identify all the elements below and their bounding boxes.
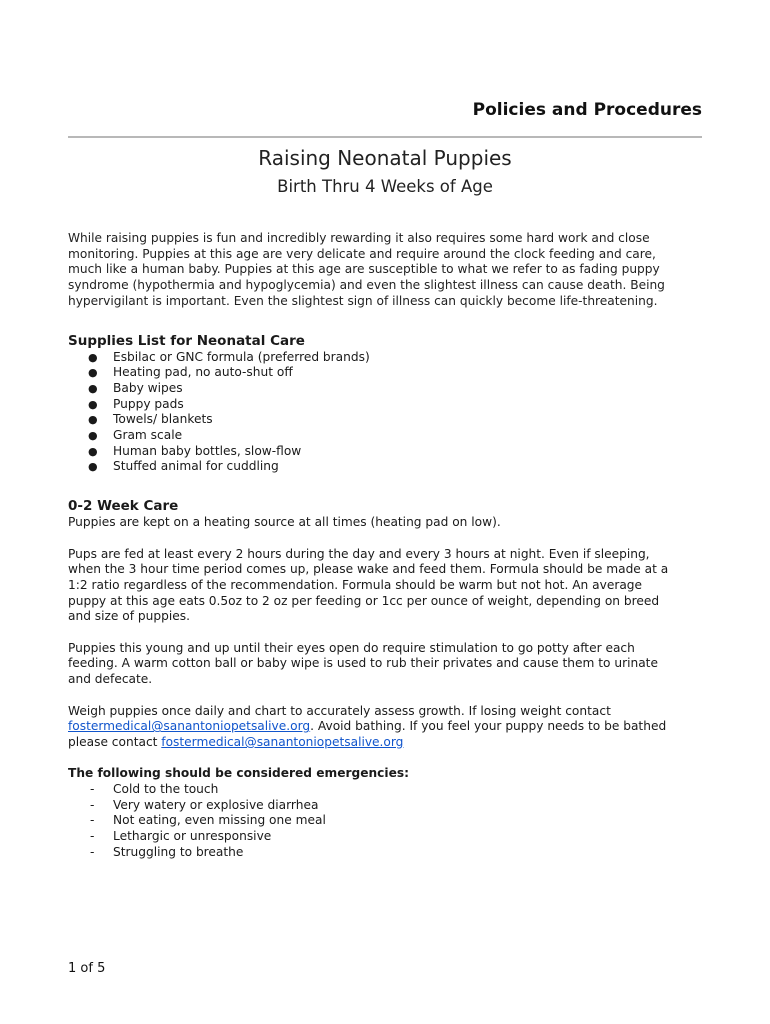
- emergencies-heading: The following should be considered emergencies:: [68, 766, 409, 781]
- supplies-heading: Supplies List for Neonatal Care: [68, 332, 305, 349]
- dash-icon: -: [90, 797, 95, 812]
- list-item: [68, 381, 708, 397]
- list-item: [68, 829, 708, 845]
- intro-line: monitoring. Puppies at this age are very delicate and require around the clock feeding and care,: [68, 246, 656, 261]
- bullet-icon: ●: [88, 350, 98, 364]
- paragraph-gap: [68, 531, 708, 547]
- stimulation-line: feeding. A warm cotton ball or baby wipe is used to rub their privates and cause them to urinate: [68, 656, 658, 671]
- dash-icon: -: [90, 813, 95, 828]
- weigh-line: . Avoid bathing. If you feel your puppy needs to be bathed: [310, 719, 667, 734]
- document-body: [68, 231, 708, 861]
- emergencies-list: [68, 782, 708, 861]
- intro-line: much like a human baby. Puppies at this age are susceptible to what we refer to as fading puppy: [68, 262, 660, 277]
- list-item: [68, 798, 708, 814]
- dash-icon: -: [90, 844, 95, 859]
- list-item-text: Towels/ blankets: [113, 412, 213, 427]
- stimulation-line: Puppies this young and up until their eyes open do require stimulation to go potty after each: [68, 640, 635, 655]
- weigh-line: please contact: [68, 734, 162, 749]
- list-item-text: Human baby bottles, slow-flow: [113, 443, 302, 458]
- feeding-paragraph: [68, 547, 708, 626]
- weigh-line: Weigh puppies once daily and chart to accurately assess growth. If losing weight contact: [68, 703, 611, 718]
- feeding-line: 1:2 ratio regardless of the recommendation. Formula should be warm but not hot. An average: [68, 577, 643, 592]
- list-item-text: Heating pad, no auto-shut off: [113, 365, 293, 380]
- bullet-icon: ●: [88, 444, 98, 458]
- feeding-line: Pups are fed at least every 2 hours during the day and every 3 hours at night. Even if sleeping,: [68, 546, 650, 561]
- list-item: [68, 365, 708, 381]
- feeding-line: and size of puppies.: [68, 609, 190, 624]
- feeding-line: when the 3 hour time period comes up, please wake and feed them. Formula should be made at a: [68, 562, 669, 577]
- stimulation-line: and defecate.: [68, 672, 153, 687]
- list-item-text: Not eating, even missing one meal: [113, 813, 326, 828]
- email-link[interactable]: fostermedical@sanantoniopetsalive.org: [161, 734, 404, 749]
- dash-icon: -: [90, 782, 95, 797]
- intro-line: While raising puppies is fun and incredibly rewarding it also requires some hard work and close: [68, 231, 650, 245]
- document-subtitle: Birth Thru 4 Weeks of Age: [277, 177, 493, 196]
- stimulation-paragraph: [68, 641, 708, 688]
- list-item: [68, 412, 708, 428]
- list-item-text: Very watery or explosive diarrhea: [113, 797, 319, 812]
- list-item: [68, 782, 708, 798]
- email-link[interactable]: fostermedical@sanantoniopetsalive.org: [68, 719, 311, 734]
- list-item-text: Struggling to breathe: [113, 844, 244, 859]
- document-title: Raising Neonatal Puppies: [258, 146, 512, 170]
- header-title: Policies and Procedures: [472, 100, 702, 120]
- bullet-icon: ●: [88, 460, 98, 474]
- bullet-icon: ●: [88, 366, 98, 380]
- list-item: [68, 350, 708, 366]
- intro-line: syndrome (hypothermia and hypoglycemia) and even the slightest illness can cause death. Being: [68, 278, 665, 293]
- bullet-icon: ●: [88, 413, 98, 427]
- header-divider: [68, 136, 702, 138]
- list-item-text: Cold to the touch: [113, 782, 219, 797]
- feeding-line: puppy at this age eats 0.5oz to 2 oz per feeding or 1cc per ounce of weight, depending on breed: [68, 593, 660, 608]
- weigh-paragraph: [68, 704, 708, 751]
- list-item: [68, 845, 708, 861]
- list-item-text: Puppy pads: [113, 396, 184, 411]
- list-item: [68, 428, 708, 444]
- list-item-text: Lethargic or unresponsive: [113, 829, 272, 844]
- page-number: 1 of 5: [68, 961, 106, 976]
- list-item-text: Esbilac or GNC formula (preferred brands): [113, 349, 370, 364]
- heating-paragraph: Puppies are kept on a heating source at all times (heating pad on low).: [68, 515, 501, 530]
- list-item-text: Baby wipes: [113, 380, 183, 395]
- bullet-icon: ●: [88, 429, 98, 443]
- paragraph-gap: [68, 751, 708, 767]
- list-item: [68, 813, 708, 829]
- list-item: [68, 397, 708, 413]
- list-item: [68, 459, 708, 475]
- paragraph-gap: [68, 688, 708, 704]
- intro-paragraph: [68, 231, 708, 310]
- list-item-text: Stuffed animal for cuddling: [113, 459, 279, 474]
- bullet-icon: ●: [88, 381, 98, 395]
- list-item: [68, 444, 708, 460]
- week-care-heading: 0-2 Week Care: [68, 498, 179, 515]
- paragraph-gap: [68, 625, 708, 641]
- bullet-icon: ●: [88, 397, 98, 411]
- list-item-text: Gram scale: [113, 428, 183, 443]
- intro-line: hypervigilant is important. Even the slightest sign of illness can quickly become life-threatening.: [68, 293, 658, 308]
- supplies-list: [68, 350, 708, 476]
- dash-icon: -: [90, 829, 95, 844]
